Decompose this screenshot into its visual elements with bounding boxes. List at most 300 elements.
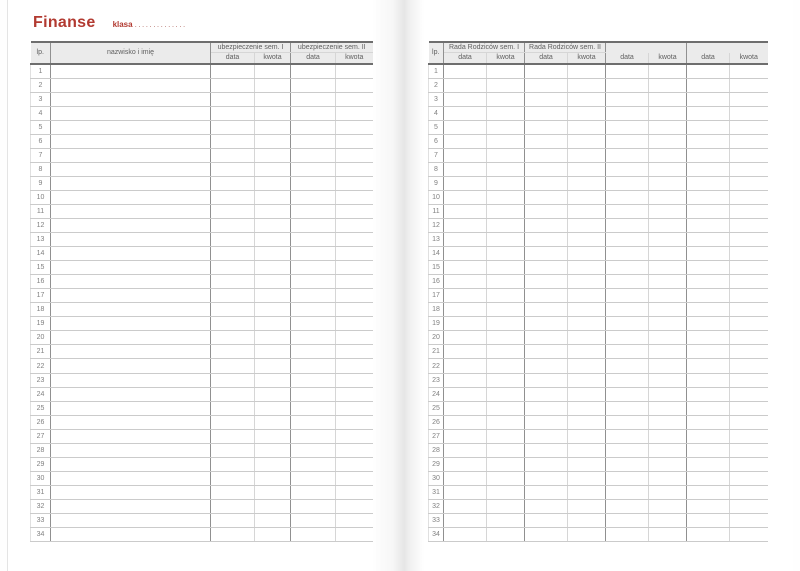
- kwota-cell: [255, 64, 291, 78]
- name-cell: [51, 289, 211, 303]
- data-cell: [211, 345, 255, 359]
- row-number-cell: 27: [429, 429, 444, 443]
- kwota-cell: [649, 303, 687, 317]
- name-cell: [51, 233, 211, 247]
- data-cell: [211, 429, 255, 443]
- data-cell: [211, 219, 255, 233]
- table-row: [429, 120, 768, 134]
- kwota-cell: [487, 471, 525, 485]
- data-cell: [444, 401, 487, 415]
- row-number-cell: 23: [31, 373, 51, 387]
- kwota-cell: [487, 275, 525, 289]
- kwota-cell: [730, 176, 768, 190]
- kwota-cell: [730, 415, 768, 429]
- row-number-cell: 8: [31, 162, 51, 176]
- data-cell: [211, 64, 255, 78]
- kwota-cell: [649, 499, 687, 513]
- data-cell: [687, 485, 730, 499]
- name-cell: [51, 514, 211, 528]
- kwota-cell: [730, 499, 768, 513]
- row-number-cell: 20: [31, 331, 51, 345]
- row-number-cell: 17: [31, 289, 51, 303]
- data-cell: [444, 317, 487, 331]
- col-header-lp: lp.: [429, 42, 444, 64]
- kwota-cell: [487, 233, 525, 247]
- kwota-cell: [730, 514, 768, 528]
- page-title-row: [33, 14, 187, 32]
- data-cell: [687, 499, 730, 513]
- kwota-cell: [568, 387, 606, 401]
- row-number-cell: 5: [31, 120, 51, 134]
- kwota-cell: [336, 190, 373, 204]
- data-cell: [291, 219, 336, 233]
- data-cell: [525, 120, 568, 134]
- kwota-cell: [730, 261, 768, 275]
- data-cell: [291, 443, 336, 457]
- table-row: [31, 233, 373, 247]
- row-number-cell: 3: [429, 92, 444, 106]
- table-row: [429, 78, 768, 92]
- row-number-cell: 17: [429, 289, 444, 303]
- table-row: [429, 303, 768, 317]
- kwota-cell: [255, 289, 291, 303]
- name-cell: [51, 176, 211, 190]
- kwota-cell: [487, 162, 525, 176]
- data-cell: [444, 345, 487, 359]
- data-cell: [525, 499, 568, 513]
- data-cell: [444, 176, 487, 190]
- data-cell: [444, 247, 487, 261]
- subcol-header-kwota: kwota: [336, 53, 373, 65]
- data-cell: [211, 443, 255, 457]
- data-cell: [211, 92, 255, 106]
- kwota-cell: [730, 373, 768, 387]
- table-row: [429, 64, 768, 78]
- subcol-header-kwota: kwota: [487, 53, 525, 65]
- kwota-cell: [568, 457, 606, 471]
- data-cell: [606, 247, 649, 261]
- kwota-cell: [255, 106, 291, 120]
- kwota-cell: [730, 247, 768, 261]
- kwota-cell: [730, 345, 768, 359]
- row-number-cell: 34: [31, 528, 51, 542]
- table-row: [429, 275, 768, 289]
- name-cell: [51, 387, 211, 401]
- table-row: [31, 359, 373, 373]
- kwota-cell: [649, 176, 687, 190]
- data-cell: [291, 204, 336, 218]
- data-cell: [606, 499, 649, 513]
- row-number-cell: 13: [429, 233, 444, 247]
- name-cell: [51, 134, 211, 148]
- kwota-cell: [487, 429, 525, 443]
- kwota-cell: [730, 148, 768, 162]
- name-cell: [51, 317, 211, 331]
- data-cell: [211, 275, 255, 289]
- kwota-cell: [730, 64, 768, 78]
- kwota-cell: [255, 415, 291, 429]
- kwota-cell: [649, 275, 687, 289]
- row-number-cell: 16: [429, 275, 444, 289]
- data-cell: [687, 471, 730, 485]
- data-cell: [606, 92, 649, 106]
- data-cell: [291, 120, 336, 134]
- kwota-cell: [255, 78, 291, 92]
- row-number-cell: 15: [429, 261, 444, 275]
- kwota-cell: [568, 120, 606, 134]
- row-number-cell: 10: [429, 190, 444, 204]
- data-cell: [687, 190, 730, 204]
- table-row: [429, 317, 768, 331]
- kwota-cell: [568, 303, 606, 317]
- table-row: [31, 429, 373, 443]
- row-number-cell: 21: [429, 345, 444, 359]
- data-cell: [211, 303, 255, 317]
- kwota-cell: [487, 317, 525, 331]
- row-number-cell: 30: [429, 471, 444, 485]
- data-cell: [525, 92, 568, 106]
- data-cell: [687, 429, 730, 443]
- data-cell: [211, 247, 255, 261]
- table-row: [429, 148, 768, 162]
- kwota-cell: [730, 120, 768, 134]
- kwota-cell: [649, 78, 687, 92]
- kwota-cell: [336, 289, 373, 303]
- data-cell: [291, 528, 336, 542]
- kwota-cell: [255, 373, 291, 387]
- data-cell: [444, 204, 487, 218]
- kwota-cell: [336, 275, 373, 289]
- row-number-cell: 20: [429, 331, 444, 345]
- data-cell: [291, 514, 336, 528]
- data-cell: [211, 233, 255, 247]
- table-row: [31, 471, 373, 485]
- kwota-cell: [255, 429, 291, 443]
- data-cell: [525, 485, 568, 499]
- data-cell: [291, 261, 336, 275]
- kwota-cell: [730, 233, 768, 247]
- kwota-cell: [336, 359, 373, 373]
- data-cell: [291, 345, 336, 359]
- kwota-cell: [649, 345, 687, 359]
- subcol-header-kwota: kwota: [255, 53, 291, 65]
- table-row: [429, 387, 768, 401]
- row-number-cell: 14: [429, 247, 444, 261]
- table-row: [31, 331, 373, 345]
- data-cell: [291, 275, 336, 289]
- class-dotted-line: ..............: [134, 20, 187, 29]
- row-number-cell: 28: [429, 443, 444, 457]
- subcol-header-kwota: kwota: [730, 53, 768, 65]
- table-row: [31, 317, 373, 331]
- data-cell: [606, 106, 649, 120]
- name-cell: [51, 148, 211, 162]
- kwota-cell: [487, 289, 525, 303]
- row-number-cell: 33: [31, 514, 51, 528]
- data-cell: [606, 78, 649, 92]
- kwota-cell: [649, 331, 687, 345]
- row-number-cell: 34: [429, 528, 444, 542]
- kwota-cell: [255, 162, 291, 176]
- row-number-cell: 28: [31, 443, 51, 457]
- data-cell: [687, 233, 730, 247]
- kwota-cell: [730, 106, 768, 120]
- data-cell: [444, 233, 487, 247]
- kwota-cell: [487, 106, 525, 120]
- row-number-cell: 1: [31, 64, 51, 78]
- kwota-cell: [255, 275, 291, 289]
- kwota-cell: [568, 359, 606, 373]
- kwota-cell: [649, 289, 687, 303]
- data-cell: [444, 443, 487, 457]
- table-row: [429, 261, 768, 275]
- kwota-cell: [487, 92, 525, 106]
- data-cell: [525, 219, 568, 233]
- data-cell: [525, 415, 568, 429]
- data-cell: [687, 528, 730, 542]
- kwota-cell: [568, 514, 606, 528]
- data-cell: [525, 106, 568, 120]
- name-cell: [51, 247, 211, 261]
- kwota-cell: [568, 78, 606, 92]
- data-cell: [606, 415, 649, 429]
- table-row: [31, 443, 373, 457]
- data-cell: [687, 387, 730, 401]
- row-number-cell: 7: [429, 148, 444, 162]
- kwota-cell: [255, 317, 291, 331]
- row-number-cell: 2: [429, 78, 444, 92]
- data-cell: [606, 429, 649, 443]
- data-cell: [291, 317, 336, 331]
- data-cell: [444, 120, 487, 134]
- kwota-cell: [487, 359, 525, 373]
- kwota-cell: [336, 64, 373, 78]
- row-number-cell: 10: [31, 190, 51, 204]
- kwota-cell: [487, 78, 525, 92]
- data-cell: [291, 457, 336, 471]
- data-cell: [291, 471, 336, 485]
- data-cell: [291, 176, 336, 190]
- row-number-cell: 27: [31, 429, 51, 443]
- kwota-cell: [730, 457, 768, 471]
- row-number-cell: 29: [429, 457, 444, 471]
- data-cell: [444, 373, 487, 387]
- data-cell: [211, 120, 255, 134]
- data-cell: [211, 317, 255, 331]
- table-row: [429, 471, 768, 485]
- kwota-cell: [730, 359, 768, 373]
- kwota-cell: [255, 247, 291, 261]
- kwota-cell: [487, 261, 525, 275]
- data-cell: [291, 359, 336, 373]
- data-cell: [687, 78, 730, 92]
- kwota-cell: [336, 429, 373, 443]
- table-row: [31, 176, 373, 190]
- data-cell: [606, 261, 649, 275]
- right-page: [420, 0, 793, 571]
- data-cell: [606, 387, 649, 401]
- kwota-cell: [255, 92, 291, 106]
- row-number-cell: 18: [429, 303, 444, 317]
- data-cell: [444, 64, 487, 78]
- kwota-cell: [336, 92, 373, 106]
- table-row: [429, 176, 768, 190]
- kwota-cell: [487, 345, 525, 359]
- kwota-cell: [255, 219, 291, 233]
- kwota-cell: [730, 471, 768, 485]
- kwota-cell: [255, 359, 291, 373]
- data-cell: [606, 275, 649, 289]
- kwota-cell: [568, 134, 606, 148]
- kwota-cell: [568, 345, 606, 359]
- kwota-cell: [649, 485, 687, 499]
- name-cell: [51, 162, 211, 176]
- name-cell: [51, 219, 211, 233]
- data-cell: [211, 457, 255, 471]
- kwota-cell: [649, 528, 687, 542]
- table-row: [31, 134, 373, 148]
- kwota-cell: [730, 331, 768, 345]
- data-cell: [687, 331, 730, 345]
- name-cell: [51, 499, 211, 513]
- kwota-cell: [255, 457, 291, 471]
- row-number-cell: 22: [31, 359, 51, 373]
- kwota-cell: [568, 148, 606, 162]
- data-cell: [291, 429, 336, 443]
- data-cell: [606, 134, 649, 148]
- data-cell: [525, 345, 568, 359]
- kwota-cell: [649, 219, 687, 233]
- row-number-cell: 9: [429, 176, 444, 190]
- row-number-cell: 29: [31, 457, 51, 471]
- data-cell: [687, 162, 730, 176]
- kwota-cell: [649, 443, 687, 457]
- kwota-cell: [255, 148, 291, 162]
- kwota-cell: [487, 190, 525, 204]
- subcol-header-data: data: [211, 53, 255, 65]
- kwota-cell: [568, 317, 606, 331]
- kwota-cell: [568, 471, 606, 485]
- data-cell: [687, 514, 730, 528]
- data-cell: [211, 387, 255, 401]
- table-row: [429, 345, 768, 359]
- kwota-cell: [487, 373, 525, 387]
- row-number-cell: 8: [429, 162, 444, 176]
- kwota-cell: [255, 401, 291, 415]
- kwota-cell: [730, 289, 768, 303]
- data-cell: [444, 387, 487, 401]
- table-row: [31, 401, 373, 415]
- kwota-cell: [568, 233, 606, 247]
- data-cell: [687, 176, 730, 190]
- table-row: [429, 204, 768, 218]
- kwota-cell: [568, 415, 606, 429]
- data-cell: [444, 162, 487, 176]
- row-number-cell: 32: [429, 499, 444, 513]
- kwota-cell: [730, 429, 768, 443]
- table-row: [429, 289, 768, 303]
- page-title: Finanse: [33, 14, 96, 31]
- data-cell: [606, 219, 649, 233]
- data-cell: [687, 106, 730, 120]
- data-cell: [444, 92, 487, 106]
- group-header: [606, 42, 687, 53]
- kwota-cell: [730, 162, 768, 176]
- kwota-cell: [336, 528, 373, 542]
- data-cell: [606, 162, 649, 176]
- data-cell: [525, 528, 568, 542]
- data-cell: [525, 443, 568, 457]
- data-cell: [291, 106, 336, 120]
- kwota-cell: [336, 162, 373, 176]
- table-row: [31, 415, 373, 429]
- kwota-cell: [730, 190, 768, 204]
- table-row: [31, 106, 373, 120]
- name-cell: [51, 429, 211, 443]
- row-number-cell: 18: [31, 303, 51, 317]
- data-cell: [525, 134, 568, 148]
- kwota-cell: [336, 134, 373, 148]
- data-cell: [444, 457, 487, 471]
- data-cell: [606, 331, 649, 345]
- row-number-cell: 3: [31, 92, 51, 106]
- table-row: [429, 443, 768, 457]
- data-cell: [606, 148, 649, 162]
- kwota-cell: [336, 485, 373, 499]
- data-cell: [525, 303, 568, 317]
- kwota-cell: [336, 373, 373, 387]
- data-cell: [291, 331, 336, 345]
- subcol-header-data: data: [444, 53, 487, 65]
- data-cell: [444, 78, 487, 92]
- kwota-cell: [730, 303, 768, 317]
- kwota-cell: [649, 148, 687, 162]
- row-number-cell: 23: [429, 373, 444, 387]
- kwota-cell: [568, 443, 606, 457]
- finance-insurance-table: [30, 41, 373, 542]
- kwota-cell: [730, 387, 768, 401]
- row-number-cell: 9: [31, 176, 51, 190]
- kwota-cell: [487, 457, 525, 471]
- kwota-cell: [568, 401, 606, 415]
- table-row: [429, 415, 768, 429]
- data-cell: [525, 162, 568, 176]
- data-cell: [687, 261, 730, 275]
- row-number-cell: 6: [31, 134, 51, 148]
- kwota-cell: [730, 485, 768, 499]
- data-cell: [525, 247, 568, 261]
- table-row: [429, 92, 768, 106]
- data-cell: [211, 148, 255, 162]
- data-cell: [211, 289, 255, 303]
- kwota-cell: [487, 485, 525, 499]
- data-cell: [606, 176, 649, 190]
- kwota-cell: [568, 289, 606, 303]
- data-cell: [211, 401, 255, 415]
- finance-parents-council-table: [428, 41, 768, 542]
- data-cell: [687, 219, 730, 233]
- data-cell: [211, 78, 255, 92]
- kwota-cell: [487, 443, 525, 457]
- data-cell: [687, 457, 730, 471]
- data-cell: [211, 162, 255, 176]
- data-cell: [606, 514, 649, 528]
- table-row: [429, 514, 768, 528]
- kwota-cell: [487, 514, 525, 528]
- name-cell: [51, 485, 211, 499]
- data-cell: [525, 457, 568, 471]
- data-cell: [687, 303, 730, 317]
